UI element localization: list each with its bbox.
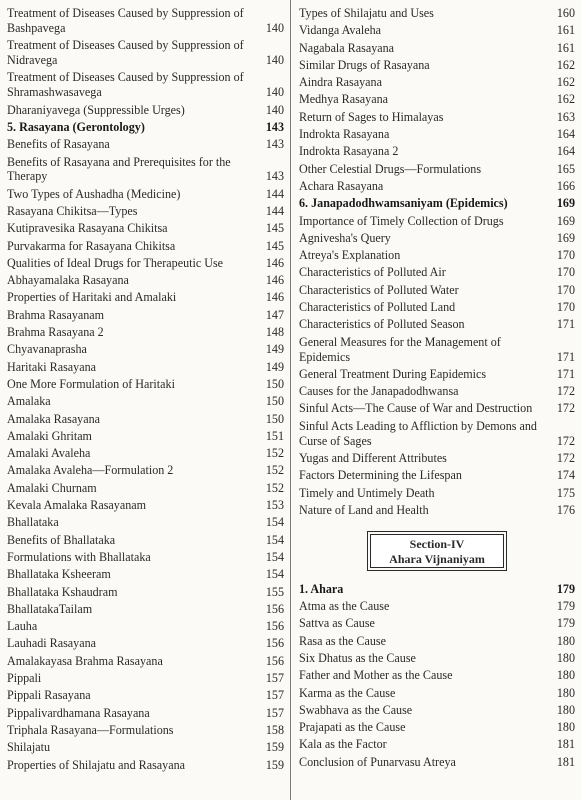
- toc-entry-page: 143: [265, 137, 284, 152]
- toc-entry: [299, 599, 575, 614]
- toc-entry-page: 151: [265, 428, 284, 443]
- toc-entry: [7, 325, 284, 340]
- toc-entry: [7, 137, 284, 152]
- toc-entry-title: Factors Determining the Lifespan: [299, 468, 462, 483]
- toc-entry-page: 143: [265, 119, 284, 134]
- toc-entry: [7, 394, 284, 409]
- toc-left-column: [7, 6, 284, 775]
- toc-entry-title: Conclusion of Punarvasu Atreya: [299, 754, 456, 769]
- toc-entry-title: Benefits of Rasayana: [7, 137, 110, 152]
- toc-entry: [299, 503, 575, 518]
- toc-entry-page: 169: [556, 196, 575, 211]
- toc-entry: [299, 179, 575, 194]
- toc-entry: [299, 41, 575, 56]
- toc-entry-title: Importance of Timely Collection of Drugs: [299, 213, 504, 228]
- toc-entry-page: 156: [265, 601, 284, 616]
- toc-entry-page: 154: [265, 567, 284, 582]
- toc-entry-page: 171: [556, 366, 575, 381]
- toc-entry-title: Kevala Amalaka Rasayanam: [7, 498, 147, 513]
- toc-entry-page: 169: [556, 230, 575, 245]
- toc-entry-title: Shilajatu: [7, 740, 50, 755]
- toc-entry-title: Atma as the Cause: [299, 599, 390, 614]
- toc-entry: [299, 144, 575, 159]
- toc-entry-title: Timely and Untimely Death: [299, 485, 435, 500]
- toc-entry: [299, 335, 575, 365]
- toc-entry-title: Swabhava as the Cause: [299, 702, 413, 717]
- toc-entry-title: General Treatment During Eapidemics: [299, 366, 487, 381]
- toc-entry-title: Medhya Rasayana: [299, 92, 388, 107]
- toc-entry-title: Atreya's Explanation: [299, 248, 401, 263]
- toc-entry-page: 140: [265, 53, 284, 68]
- toc-entry: [299, 75, 575, 90]
- toc-entry: [299, 214, 575, 229]
- toc-entry: [7, 688, 284, 703]
- toc-entry: [299, 737, 575, 752]
- toc-entry-title: Father and Mother as the Cause: [299, 668, 453, 683]
- toc-entry-page: 179: [556, 616, 575, 631]
- toc-entry: [7, 602, 284, 617]
- toc-entry: [299, 703, 575, 718]
- toc-entry-page: 154: [265, 515, 284, 530]
- toc-entry-title: One More Formulation of Haritaki: [7, 376, 175, 391]
- toc-entry-title: Prajapati as the Cause: [299, 720, 406, 735]
- toc-entry-page: 174: [556, 468, 575, 483]
- toc-entry-page: 147: [265, 307, 284, 322]
- toc-entry: [7, 498, 284, 513]
- toc-entry-title: Brahma Rasayanam: [7, 307, 105, 322]
- toc-entry: [299, 755, 575, 770]
- toc-entry-page: 140: [265, 20, 284, 35]
- toc-entry: [299, 651, 575, 666]
- toc-entry-page: 162: [556, 75, 575, 90]
- toc-entry-page: 181: [556, 754, 575, 769]
- toc-entry-title: Types of Shilajatu and Uses: [299, 6, 434, 20]
- toc-entry: [7, 412, 284, 427]
- toc-entry-title: Achara Rasayana: [299, 178, 384, 193]
- toc-entry-page: 179: [556, 599, 575, 614]
- toc-entry-page: 156: [265, 653, 284, 668]
- toc-entry: [7, 377, 284, 392]
- toc-entry: [299, 616, 575, 631]
- toc-entry-title: Causes for the Janapadodhwansa: [299, 384, 459, 399]
- toc-entry-title: Characteristics of Polluted Water: [299, 282, 459, 297]
- toc-entry: [7, 103, 284, 118]
- toc-entry-title: Lauha: [7, 619, 38, 634]
- toc-entry-page: 161: [556, 23, 575, 38]
- toc-entry: [299, 6, 575, 21]
- toc-entry-title: Rasayana Chikitsa—Types: [7, 204, 138, 218]
- toc-entry-title: Other Celestial Drugs—Formulations: [299, 161, 482, 176]
- toc-entry-title: Characteristics of Polluted Season: [299, 317, 465, 332]
- toc-entry-title: Amalakayasa Brahma Rasayana: [7, 653, 163, 668]
- toc-entry: [7, 38, 284, 68]
- toc-entry-page: 158: [265, 722, 284, 737]
- toc-entry-page: 164: [556, 144, 575, 159]
- toc-entry-title: Treatment of Diseases Caused by Suppression of Nidravega: [7, 38, 244, 68]
- toc-entry-title: Similar Drugs of Rasayana: [299, 57, 430, 72]
- toc-entry-page: 146: [265, 290, 284, 305]
- toc-entry-page: 145: [265, 238, 284, 253]
- toc-entry-page: 164: [556, 127, 575, 142]
- toc-entry-page: 171: [556, 349, 575, 364]
- toc-entry-title: Benefits of Bhallataka: [7, 532, 116, 547]
- toc-entry-title: Properties of Haritaki and Amalaki: [7, 290, 177, 305]
- toc-entry-page: 179: [556, 581, 575, 596]
- toc-entry-page: 162: [556, 57, 575, 72]
- toc-entry-title: Brahma Rasayana 2: [7, 325, 104, 340]
- toc-entry-page: 144: [265, 186, 284, 201]
- toc-entry: [299, 401, 575, 416]
- toc-entry: [7, 256, 284, 271]
- toc-entry: [299, 110, 575, 125]
- toc-entry: [7, 619, 284, 634]
- toc-entry: [299, 92, 575, 107]
- toc-entry-title: Characteristics of Polluted Air: [299, 265, 446, 280]
- toc-entry: [299, 283, 575, 298]
- toc-entry-title: General Measures for the Management of Epidemics: [299, 334, 501, 364]
- toc-entry: [7, 187, 284, 202]
- toc-entry: [7, 654, 284, 669]
- toc-entry-page: 146: [265, 273, 284, 288]
- toc-entry: [7, 740, 284, 755]
- toc-entry-page: 160: [556, 6, 575, 20]
- toc-entry-title: Sattva as Cause: [299, 616, 375, 631]
- toc-entry-page: 170: [556, 265, 575, 280]
- toc-entry: [299, 384, 575, 399]
- toc-entry-title: Amalaki Churnam: [7, 480, 97, 495]
- toc-entry-title: Haritaki Rasayana: [7, 359, 96, 374]
- toc-entry-title: 1. Ahara: [299, 581, 344, 596]
- toc-entry-page: 172: [556, 384, 575, 399]
- toc-entry-title: Return of Sages to Himalayas: [299, 109, 444, 124]
- toc-entry: [7, 636, 284, 651]
- toc-entry-page: 161: [556, 40, 575, 55]
- toc-entry: [7, 155, 284, 185]
- toc-entry: [7, 671, 284, 686]
- toc-entry: [7, 706, 284, 721]
- toc-entry: [7, 550, 284, 565]
- toc-entry: [7, 273, 284, 288]
- toc-entry: [299, 486, 575, 501]
- toc-entry-page: 149: [265, 359, 284, 374]
- toc-entry-title: Rasa as the Cause: [299, 633, 386, 648]
- toc-entry-title: Pippali: [7, 671, 42, 686]
- toc-entry-page: 175: [556, 485, 575, 500]
- toc-entry-title: Bhallataka Ksheeram: [7, 567, 111, 582]
- toc-entry-page: 172: [556, 401, 575, 416]
- toc-entry-page: 169: [556, 213, 575, 228]
- toc-entry-page: 181: [556, 737, 575, 752]
- toc-entry: [299, 451, 575, 466]
- toc-entry-page: 149: [265, 342, 284, 357]
- toc-entry: [7, 221, 284, 236]
- toc-entry-page: 166: [556, 178, 575, 193]
- toc-entry-page: 162: [556, 92, 575, 107]
- toc-entry: [7, 290, 284, 305]
- toc-entry: [299, 23, 575, 38]
- toc-entry-title: Sinful Acts Leading to Affliction by Demons and Curse of Sages: [299, 418, 537, 448]
- column-divider: [290, 0, 291, 800]
- toc-entry-title: Six Dhatus as the Cause: [299, 650, 416, 665]
- toc-entry: [299, 668, 575, 683]
- toc-entry-title: Qualities of Ideal Drugs for Therapeutic Use: [7, 255, 224, 270]
- toc-entry: [7, 463, 284, 478]
- toc-entry-title: Formulations with Bhallataka: [7, 549, 151, 564]
- toc-entry-page: 165: [556, 161, 575, 176]
- toc-right-top-list: [299, 6, 575, 518]
- toc-entry: [299, 634, 575, 649]
- toc-entry-title: BhallatakaTailam: [7, 601, 93, 616]
- toc-entry: [299, 58, 575, 73]
- toc-entry-page: 180: [556, 633, 575, 648]
- toc-entry-page: 145: [265, 221, 284, 236]
- toc-entry: [299, 720, 575, 735]
- toc-entry: [7, 515, 284, 530]
- toc-entry: [299, 686, 575, 701]
- toc-entry-page: 176: [556, 502, 575, 517]
- toc-entry: [7, 239, 284, 254]
- toc-entry: [299, 127, 575, 142]
- toc-entry-page: 155: [265, 584, 284, 599]
- toc-entry-page: 157: [265, 688, 284, 703]
- toc-entry-title: Vidanga Avaleha: [299, 23, 381, 38]
- toc-entry-title: Amalaki Avaleha: [7, 446, 91, 461]
- toc-entry: [299, 468, 575, 483]
- toc-entry-title: Treatment of Diseases Caused by Suppression of Bashpavega: [7, 6, 244, 35]
- toc-entry: [299, 231, 575, 246]
- toc-entry-page: 152: [265, 446, 284, 461]
- toc-entry-title: Amalaka: [7, 394, 51, 409]
- toc-entry-title: Aindra Rasayana: [299, 75, 382, 90]
- toc-entry-page: 156: [265, 636, 284, 651]
- toc-entry-page: 172: [556, 433, 575, 448]
- toc-right-column: [299, 6, 575, 772]
- section-heading-box: [370, 534, 504, 568]
- toc-entry-page: 148: [265, 325, 284, 340]
- toc-entry-title: Nature of Land and Health: [299, 502, 429, 517]
- toc-entry: [299, 419, 575, 449]
- toc-entry: [7, 585, 284, 600]
- section-title: Ahara Vijnaniyam: [389, 551, 485, 566]
- toc-entry: [299, 265, 575, 280]
- toc-entry-title: Yugas and Different Attributes: [299, 450, 447, 465]
- toc-entry: [7, 446, 284, 461]
- toc-entry-page: 180: [556, 685, 575, 700]
- toc-entry-page: 157: [265, 705, 284, 720]
- toc-entry-page: 180: [556, 702, 575, 717]
- toc-entry: [7, 567, 284, 582]
- toc-entry-page: 150: [265, 411, 284, 426]
- toc-chapter-entry: [299, 582, 575, 597]
- toc-entry-page: 156: [265, 619, 284, 634]
- toc-entry-page: 150: [265, 376, 284, 391]
- section-number: Section-IV: [409, 536, 465, 551]
- toc-entry: [7, 360, 284, 375]
- toc-entry: [7, 533, 284, 548]
- toc-entry-page: 180: [556, 668, 575, 683]
- toc-entry-title: Triphala Rasayana—Formulations: [7, 722, 174, 737]
- toc-entry: [299, 317, 575, 332]
- toc-entry-page: 157: [265, 671, 284, 686]
- toc-entry-page: 152: [265, 480, 284, 495]
- toc-entry-page: 172: [556, 450, 575, 465]
- toc-entry-title: Indrokta Rasayana: [299, 127, 390, 142]
- toc-entry-title: Purvakarma for Rasayana Chikitsa: [7, 238, 176, 253]
- toc-entry-title: Indrokta Rasayana 2: [299, 144, 399, 159]
- toc-entry-title: Treatment of Diseases Caused by Suppression of Shramashwasavega: [7, 70, 244, 100]
- toc-entry-page: 143: [265, 169, 284, 184]
- toc-entry-page: 140: [265, 102, 284, 117]
- toc-entry-title: Agnivesha's Query: [299, 230, 391, 245]
- toc-entry-page: 159: [265, 757, 284, 772]
- toc-entry: [7, 6, 284, 36]
- toc-entry-title: Amalaka Rasayana: [7, 411, 101, 426]
- toc-entry-page: 159: [265, 740, 284, 755]
- toc-entry-page: 170: [556, 300, 575, 315]
- toc-entry-page: 144: [265, 204, 284, 218]
- toc-entry: [7, 308, 284, 323]
- toc-entry: [299, 162, 575, 177]
- toc-entry: [7, 342, 284, 357]
- toc-entry-title: Pippalivardhamana Rasayana: [7, 705, 150, 720]
- toc-entry-page: 163: [556, 109, 575, 124]
- toc-entry-page: 152: [265, 463, 284, 478]
- toc-chapter-entry: [7, 120, 284, 135]
- toc-entry-title: Kutipravesika Rasayana Chikitsa: [7, 221, 168, 236]
- toc-entry-page: 154: [265, 532, 284, 547]
- toc-entry: [299, 367, 575, 382]
- toc-entry-title: Pippali Rasayana: [7, 688, 91, 703]
- toc-entry-title: Bhallataka: [7, 515, 59, 530]
- toc-entry-page: 170: [556, 248, 575, 263]
- toc-entry-title: 6. Janapadodhwamsaniyam (Epidemics): [299, 196, 508, 211]
- toc-entry-title: Two Types of Aushadha (Medicine): [7, 186, 181, 201]
- toc-entry-page: 171: [556, 317, 575, 332]
- toc-entry: [299, 300, 575, 315]
- toc-entry-title: Benefits of Rasayana and Prerequisites for the Therapy: [7, 154, 231, 184]
- toc-entry: [7, 758, 284, 773]
- toc-entry-page: 180: [556, 650, 575, 665]
- toc-entry-title: Chyavanaprasha: [7, 342, 87, 357]
- toc-entry-page: 154: [265, 549, 284, 564]
- toc-entry-title: Sinful Acts—The Cause of War and Destruction: [299, 401, 533, 416]
- toc-entry-title: Amalaki Ghritam: [7, 428, 92, 443]
- toc-chapter-entry: [299, 196, 575, 211]
- toc-right-bottom-list: [299, 582, 575, 770]
- toc-entry-page: 153: [265, 498, 284, 513]
- toc-entry-page: 180: [556, 720, 575, 735]
- toc-entry-title: Properties of Shilajatu and Rasayana: [7, 757, 185, 772]
- toc-entry-title: Nagabala Rasayana: [299, 40, 395, 55]
- toc-entry-title: Abhayamalaka Rasayana: [7, 273, 129, 288]
- toc-entry-title: Karma as the Cause: [299, 685, 396, 700]
- toc-entry-title: 5. Rasayana (Gerontology): [7, 119, 145, 134]
- toc-entry-title: Kala as the Factor: [299, 737, 387, 752]
- toc-entry-title: Dharaniyavega (Suppressible Urges): [7, 102, 185, 117]
- toc-entry-title: Lauhadi Rasayana: [7, 636, 96, 651]
- toc-entry-page: 170: [556, 282, 575, 297]
- toc-entry: [7, 723, 284, 738]
- toc-entry-title: Amalaka Avaleha—Formulation 2: [7, 463, 174, 478]
- toc-entry: [7, 204, 284, 219]
- toc-entry: [299, 248, 575, 263]
- toc-entry: [7, 481, 284, 496]
- toc-entry-page: 150: [265, 394, 284, 409]
- toc-entry-page: 140: [265, 85, 284, 100]
- toc-entry: [7, 70, 284, 100]
- toc-entry-title: Characteristics of Polluted Land: [299, 300, 456, 315]
- toc-entry-title: Bhallataka Kshaudram: [7, 584, 118, 599]
- toc-entry: [7, 429, 284, 444]
- toc-entry-page: 146: [265, 255, 284, 270]
